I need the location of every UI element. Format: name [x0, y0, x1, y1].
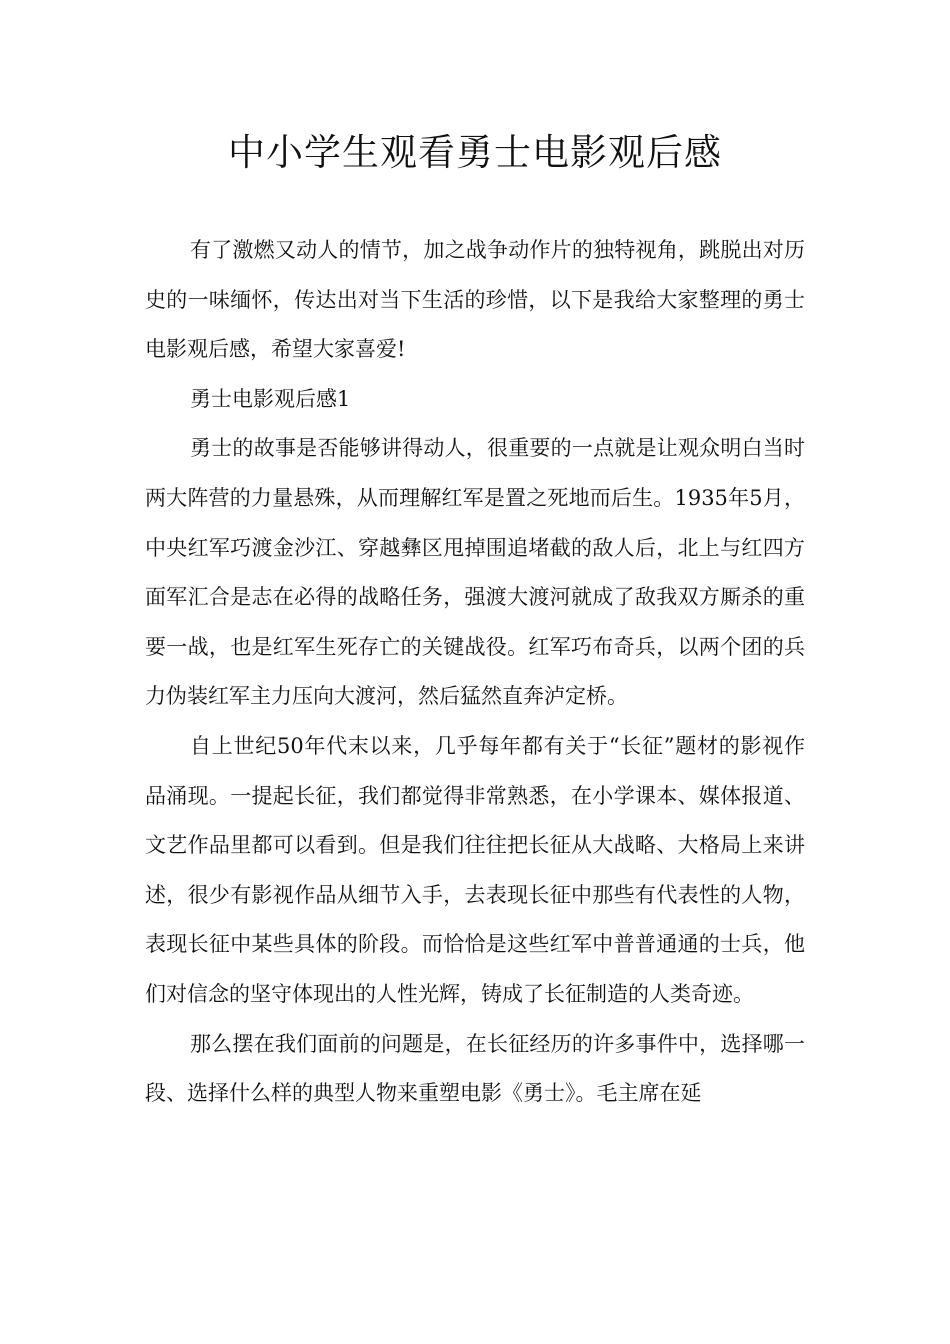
document-body: [145, 226, 805, 1119]
body-paragraph: 那么摆在我们面前的问题是，在长征经历的许多事件中，选择哪一段、选择什么样的典型人物来重塑电影《勇士》。毛主席在延: [145, 1031, 805, 1106]
section-heading: 勇士电影观后感1: [190, 386, 351, 411]
document-title: 中小学生观看勇士电影观后感: [228, 131, 722, 174]
intro-paragraph: 有了激燃又动人的情节，加之战争动作片的独特视角，跳脱出对历史的一味缅怀，传达出对当下生活的珍惜，以下是我给大家整理的勇士电影观后感，希望大家喜爱!: [145, 238, 805, 362]
body-paragraph: 自上世纪50年代末以来，几乎每年都有关于“长征”题材的影视作品涌现。一提起长征，我们都觉得非常熟悉，在小学课本、媒体报道、文艺作品里都可以看到。但是我们往往把长征从大战略、大格局上来讲述，很少有影视作品从细节入手，去表现长征中那些有代表性的人物，表现长征中某些具体的阶段。而恰恰是这些红军中普普通通的士兵，他们对信念的坚守体现出的人性光辉，铸成了长征制造的人类奇迹。: [145, 733, 805, 1006]
body-paragraph: 勇士的故事是否能够讲得动人，很重要的一点就是让观众明白当时两大阵营的力量悬殊，从而理解红军是置之死地而后生。1935年5月，中央红军巧渡金沙江、穿越彝区甩掉围追堵截的敌人后，北上与红四方面军汇合是志在必得的战略任务，强渡大渡河就成了敌我双方厮杀的重要一战，也是红军生死存亡的关键战役。红军巧布奇兵，以两个团的兵力伪装红军主力压向大渡河，然后猛然直奔泸定桥。: [145, 436, 805, 709]
